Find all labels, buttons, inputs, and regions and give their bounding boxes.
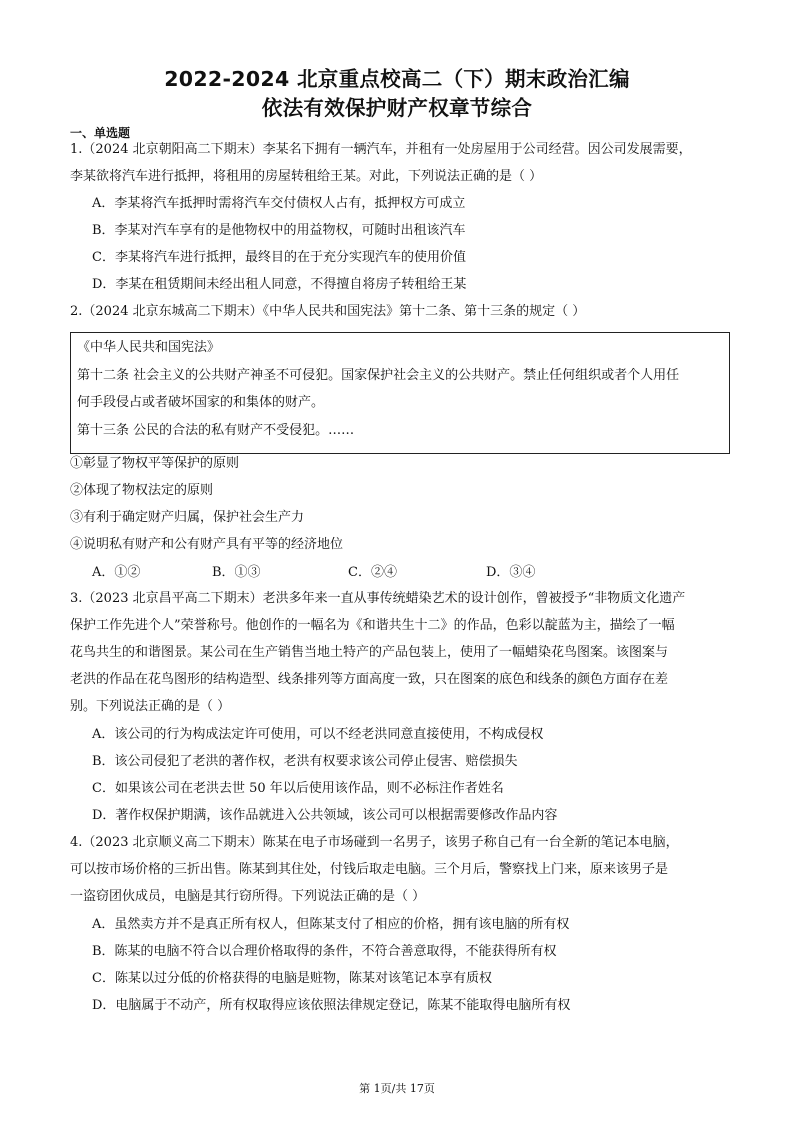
excerpt-article-12-line-1: 第十二条 社会主义的公共财产神圣不可侵犯。国家保护社会主义的公共财产。禁止任何组织或者个人用任: [77, 368, 680, 383]
question-3-option-b: B．该公司侵犯了老洪的著作权，老洪有权要求该公司停止侵害、赔偿损失: [92, 754, 518, 769]
excerpt-title: 《中华人民共和国宪法》: [77, 340, 221, 355]
question-3-option-d: D．著作权保护期满，该作品就进入公共领域，该公司可以根据需要修改作品内容: [92, 808, 558, 823]
document-title-line-2: 依法有效保护财产权章节综合: [261, 96, 533, 120]
question-2-statement-1: ①彰显了物权平等保护的原则: [70, 456, 240, 471]
question-2-choice-d: D．③④: [486, 565, 536, 580]
question-1-option-c: C．李某将汽车进行抵押，最终目的在于充分实现汽车的使用价值: [92, 250, 466, 265]
question-3-stem-line-3: 花鸟共生的和谐图景。某公司在生产销售当地土特产的产品包装上，使用了一幅蜡染花鸟图案。该图案与: [70, 645, 669, 660]
question-3-stem-line-5: 别。下列说法正确的是（ ）: [70, 699, 231, 714]
question-4-option-d: D．电脑属于不动产，所有权取得应该依照法律规定登记，陈某不能取得电脑所有权: [92, 998, 571, 1013]
question-2-statement-3: ③有利于确定财产归属，保护社会生产力: [70, 510, 305, 525]
section-heading: 一、单选题: [70, 126, 131, 140]
question-4-option-b: B．陈某的电脑不符合以合理价格取得的条件，不符合善意取得，不能获得所有权: [92, 944, 557, 959]
document-title-line-1: 2022-2024 北京重点校高二（下）期末政治汇编: [164, 67, 630, 91]
question-2-choice-a: A．①②: [92, 565, 141, 580]
question-3-stem-line-1: 3.（2023 北京昌平高二下期末）老洪多年来一直从事传统蜡染艺术的设计创作，曾被授予“非物质文化遗产: [70, 591, 686, 606]
question-3-option-c: C．如果该公司在老洪去世 50 年以后使用该作品，则不必标注作者姓名: [92, 781, 504, 796]
excerpt-article-12-line-2: 何手段侵占或者破坏国家的和集体的财产。: [77, 395, 325, 410]
question-4-stem-line-3: 一盗窃团伙成员，电脑是其行窃所得。下列说法正确的是（ ）: [70, 889, 426, 904]
question-2-stem: 2.（2024 北京东城高二下期末）《中华人民共和国宪法》第十二条、第十三条的规定（ ）: [70, 304, 586, 319]
constitution-excerpt-box: [70, 332, 730, 454]
question-3-stem-line-2: 保护工作先进个人”荣誉称号。他创作的一幅名为《和谐共生十二》的作品，色彩以靛蓝为主，描绘了一幅: [70, 618, 675, 633]
question-1-stem-line-1: 1.（2024 北京朝阳高二下期末）李某名下拥有一辆汽车，并租有一处房屋用于公司经营。因公司发展需要，: [70, 142, 692, 157]
excerpt-article-13: 第十三条 公民的合法的私有财产不受侵犯。……: [77, 423, 355, 438]
question-1-option-b: B．李某对汽车享有的是他物权中的用益物权，可随时出租该汽车: [92, 223, 466, 238]
question-4-stem-line-2: 可以按市场价格的三折出售。陈某到其住处，付钱后取走电脑。三个月后，警察找上门来，原来该男子是: [70, 862, 669, 877]
question-2-statement-4: ④说明私有财产和公有财产具有平等的经济地位: [70, 537, 344, 552]
question-4-stem-line-1: 4.（2023 北京顺义高二下期末）陈某在电子市场碰到一名男子，该男子称自己有一台全新的笔记本电脑，: [70, 835, 679, 850]
question-3-stem-line-4: 老洪的作品在花鸟图形的结构造型、线条排列等方面高度一致，只在图案的底色和线条的颜色方面存在差: [70, 672, 669, 687]
question-1-option-a: A．李某将汽车抵押时需将汽车交付债权人占有，抵押权方可成立: [92, 196, 466, 211]
question-4-option-a: A．虽然卖方并不是真正所有权人，但陈某支付了相应的价格，拥有该电脑的所有权: [92, 917, 570, 932]
question-3-option-a: A．该公司的行为构成法定许可使用，可以不经老洪同意直接使用，不构成侵权: [92, 727, 544, 742]
page-footer: 第 1页/共 17页: [359, 1082, 435, 1095]
question-2-choice-b: B．①③: [212, 565, 261, 580]
question-2-statement-2: ②体现了物权法定的原则: [70, 483, 214, 498]
question-1-option-d: D．李某在租赁期间未经出租人同意，不得擅自将房子转租给王某: [92, 277, 467, 292]
question-2-choice-c: C．②④: [348, 565, 397, 580]
question-1-stem-line-2: 李某欲将汽车进行抵押，将租用的房屋转租给王某。对此，下列说法正确的是（ ）: [70, 169, 543, 184]
question-4-option-c: C．陈某以过分低的价格获得的电脑是赃物，陈某对该笔记本享有质权: [92, 971, 492, 986]
